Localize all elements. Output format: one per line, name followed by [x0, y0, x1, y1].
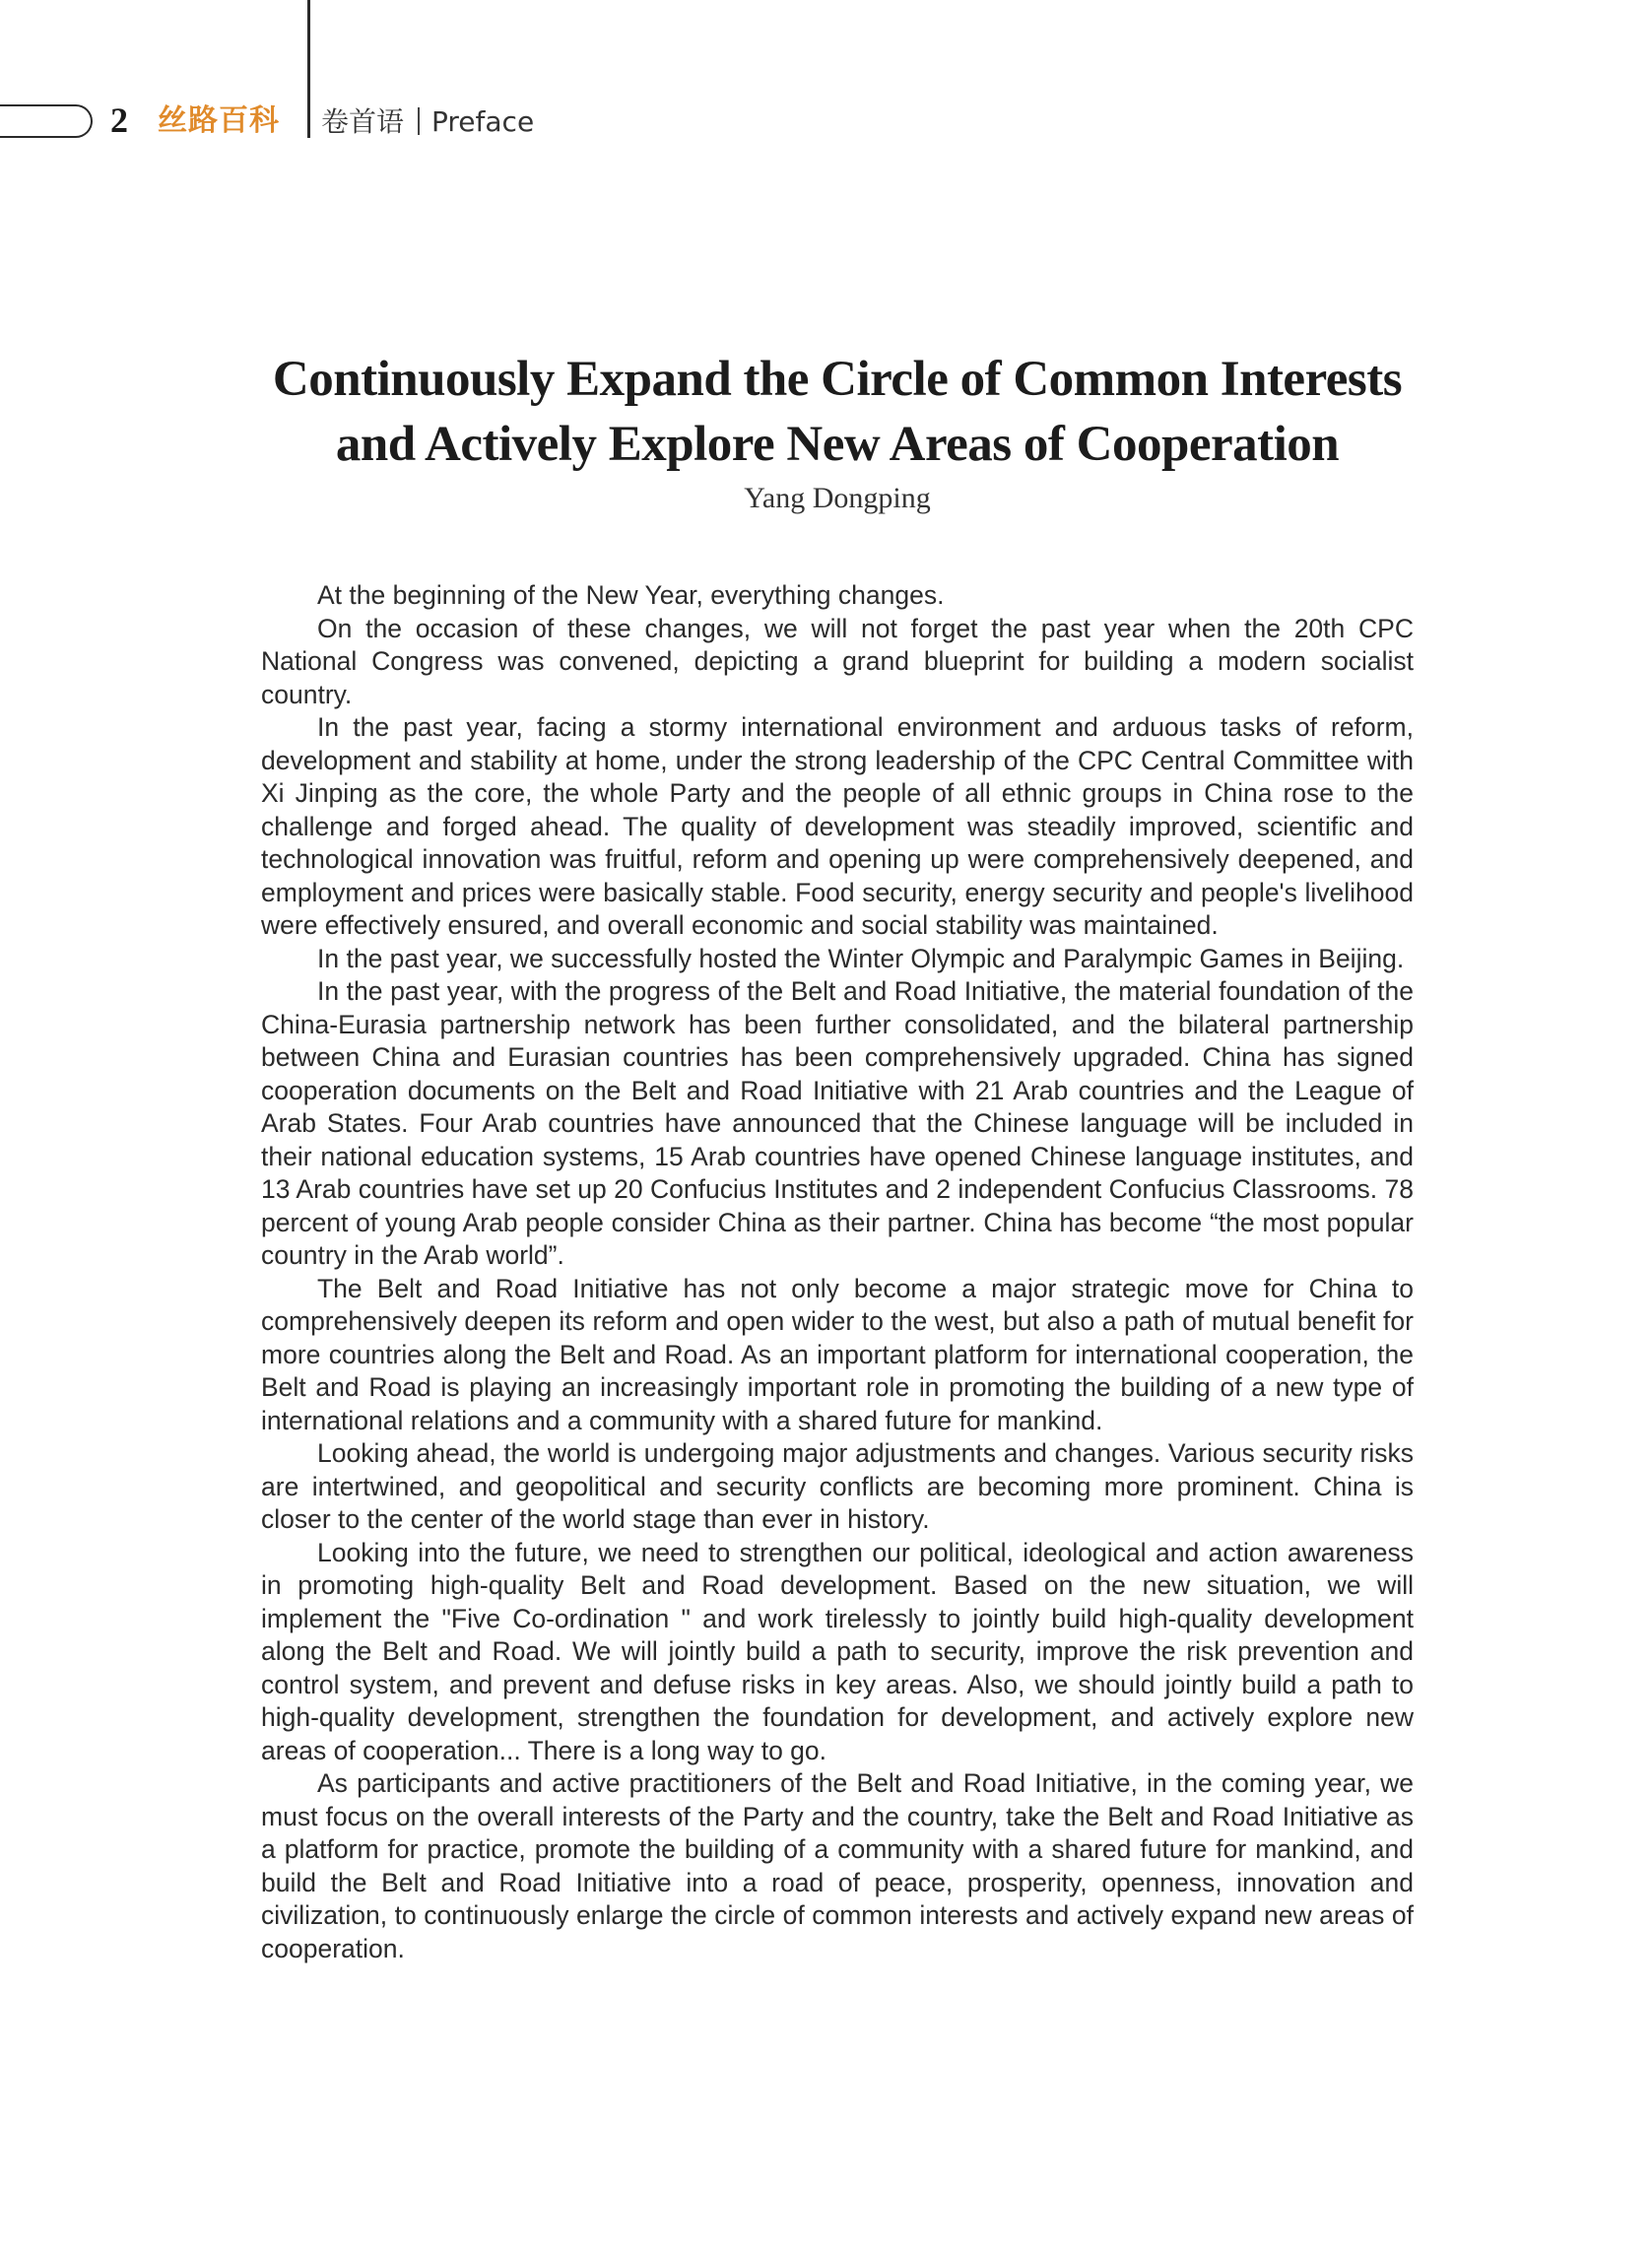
brand-logo: 丝路百科 — [158, 103, 280, 138]
section-label — [321, 100, 534, 144]
page-header — [0, 0, 1652, 158]
article-header — [261, 347, 1414, 520]
header-tab-decoration — [0, 104, 93, 138]
article-author: Yang Dongping — [744, 482, 931, 514]
paragraph: Looking into the future, we need to strengthen our political, ideological and action awareness in promoting high-quality Belt and Road development. Based on the new situation, we will implement the "Five Co-ordination " and work tirelessly to jointly build high-quality development along the Belt and Road. We will jointly build a path to security, improve the risk prevention and control system, and prevent and defuse risks in key areas. Also, we should jointly build a path to high-quality development, strengthen the foundation for development, and actively explore new areas of cooperation... There is a long way to go. — [261, 1537, 1414, 1765]
paragraph: In the past year, we successfully hosted the Winter Olympic and Paralympic Games in Beijing. — [317, 943, 1405, 973]
section-label-cn: 卷首语 — [321, 105, 405, 138]
paragraph: As participants and active practitioners of the Belt and Road Initiative, in the coming year, we must focus on the overall interests of the Party and the country, take the Belt and Road Initiative as a platform for practice, promote the building of a community with a shared future for mankind, and build the Belt and Road Initiative into a road of peace, prosperity, openness, innovation and civilization, to continuously enlarge the circle of common interests and actively expand new areas of cooperation. — [261, 1768, 1414, 1963]
paragraph: On the occasion of these changes, we will not forget the past year when the 20th CPC National Congress was convened, depicting a grand blueprint for building a modern socialist country. — [261, 613, 1414, 709]
page-number: 2 — [110, 100, 128, 140]
paragraph: In the past year, facing a stormy international environment and arduous tasks of reform, development and stability at home, under the strong leadership of the CPC Central Committee with Xi Jinping as the core, the whole Party and the people of all ethnic groups in China rose to the challenge and forged ahead. The quality of development was steadily improved, scientific and technological innovation was fruitful, reform and opening up were comprehensively deepened, and employment and prices were basically stable. Food security, energy security and people's livelihood were effectively ensured, and overall economic and social stability was maintained. — [261, 712, 1414, 940]
article-title-line-2: and Actively Explore New Areas of Cooperation — [335, 417, 1340, 472]
header-divider — [307, 0, 310, 138]
article-body — [261, 579, 1414, 1965]
paragraph: The Belt and Road Initiative has not only become a major strategic move for China to comprehensively deepen its reform and open wider to the west, but also a path of mutual benefit for more countries along the Belt and Road. As an important platform for international cooperation, the Belt and Road is playing an increasingly important role in promoting the building of a new type of international relations and a community with a shared future for mankind. — [261, 1273, 1414, 1435]
section-label-en: Preface — [431, 105, 535, 138]
paragraph: At the beginning of the New Year, everything changes. — [317, 580, 945, 610]
article-title — [261, 347, 1414, 477]
paragraph: In the past year, with the progress of the Belt and Road Initiative, the material foundation of the China-Eurasia partnership network has been further consolidated, and the bilateral partnership between China and Eurasian countries has been comprehensively upgraded. China has signed cooperation documents on the Belt and Road Initiative with 21 Arab countries and the League of Arab States. Four Arab countries have announced that the Chinese language will be included in their national education systems, 15 Arab countries have opened Chinese language institutes, and 13 Arab countries have set up 20 Confucius Institutes and 2 independent Confucius Classrooms. 78 percent of young Arab people consider China as their partner. China has become “the most popular country in the Arab world”. — [261, 976, 1414, 1270]
article-title-line-1: Continuously Expand the Circle of Common Interests — [272, 352, 1403, 407]
paragraph: Looking ahead, the world is undergoing major adjustments and changes. Various security risks are intertwined, and geopolitical and security conflicts are becoming more prominent. China is closer to the center of the world stage than ever in history. — [261, 1438, 1414, 1534]
section-separator — [418, 107, 420, 135]
